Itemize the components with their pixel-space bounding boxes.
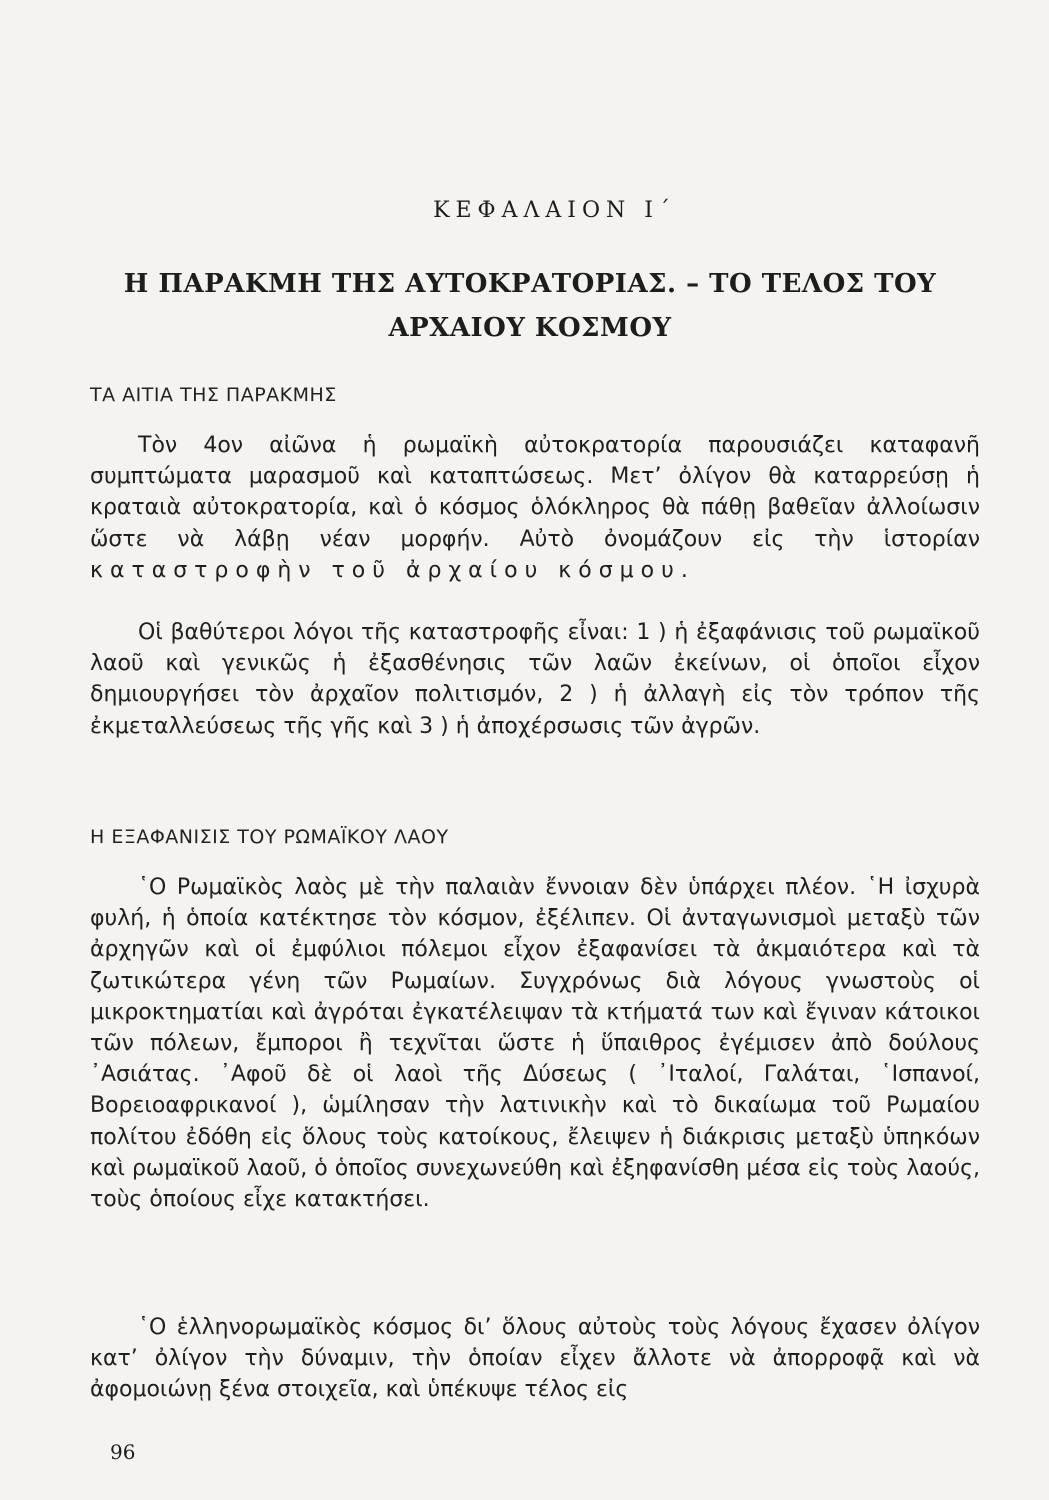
paragraph: ῾Ο Ρωμαϊκὸς λαὸς μὲ τὴν παλαιὰν ἔννοιαν δὲν ὑπάρχει πλέον. ῾Η ἰσχυρὰ φυλή, ἡ ὁποία κατέκτησε τὸν κόσμον, ἐξέλιπεν. Οἱ ἀνταγωνισμοὶ μεταξὺ τῶν ἀρχηγῶν καὶ οἱ ἐμφύλιοι πόλεμοι εἶχον ἐξαφανίσει τὰ ἀκμαιότερα καὶ τὰ ζωτικώτερα γένη τῶν Ρωμαίων. Συγχρόνως διὰ λόγους γνωστοὺς οἱ μικροκτηματίαι καὶ ἀγρόται ἐγκατέλειψαν τὰ κτήματά των καὶ ἔγιναν κάτοικοι τῶν πόλεων, ἔμποροι ἢ τεχνῖται ὥστε ἡ ὕπαιθρος ἐγέμισεν ἀπὸ δούλους ᾿Ασιάτας. ᾿Αφοῦ δὲ οἱ λαοὶ τῆς Δύσεως ( ᾿Ιταλοί, Γαλάται, ῾Ισπανοί, Βορειοαφρικανοί ), ὡμίλησαν τὴν λατινικὴν καὶ τὸ δικαίωμα τοῦ Ρωμαίου πολίτου ἐδόθη εἰς ὅλους τοὺς κατοίκους, ἔλειψεν ἡ διάκρισις μεταξὺ ὑπηκόων καὶ ρωμαϊκοῦ λαοῦ, ὁ ὁποῖος συνεχωνεύθη καὶ ἐξηφανίσθη μέσα εἰς τοὺς λαούς, τοὺς ὁποίους εἶχε κατακτήσει. — [90, 875, 980, 1213]
section-heading-causes: ΤΑ ΑΙΤΙΑ ΤΗΣ ΠΑΡΑΚΜΗΣ — [90, 384, 337, 406]
chapter-title: Η ΠΑΡΑΚΜΗ ΤΗΣ ΑΥΤΟΚΡΑΤΟΡΙΑΣ. – ΤΟ ΤΕΛΟΣ ΤΟΥ ΑΡΧΑΙΟΥ ΚΟΣΜΟΥ — [123, 269, 937, 343]
emphasized-phrase: καταστροφὴν τοῦ ἀρχαίου κόσμου. — [90, 557, 695, 583]
page-number: 96 — [110, 1440, 136, 1464]
paragraph — [90, 430, 980, 586]
paragraph: ῾Ο ἑλληνορωμαϊκὸς κόσμος δι’ ὅλους αὐτοὺς τοὺς λόγους ἔχασεν ὀλίγον κατ’ ὀλίγον τὴν δύναμιν, τὴν ὁποίαν εἶχεν ἄλλοτε νὰ ἀπορροφᾷ καὶ νὰ ἀφομοιώνῃ ξένα στοιχεῖα, καὶ ὑπέκυψε τέλος εἰς — [90, 1315, 980, 1403]
chapter-label: ΚΕΦΑΛΑΙΟΝ Ι΄ — [433, 198, 676, 223]
section-heading-disappearance: Η ΕΞΑΦΑΝΙΣΙΣ ΤΟΥ ΡΩΜΑΪΚΟΥ ΛΑΟΥ — [90, 826, 449, 848]
paragraph: Οἱ βαθύτεροι λόγοι τῆς καταστροφῆς εἶναι: 1 ) ἡ ἐξαφάνισις τοῦ ρωμαϊκοῦ λαοῦ καὶ γενικῶς ἡ ἐξασθένησις τῶν λαῶν ἐκείνων, οἱ ὁποῖοι εἶχον δημιουργήσει τὸν ἀρχαῖον πολιτισμόν, 2 ) ἡ ἀλλαγὴ εἰς τὸν τρόπον τῆς ἐκμεταλλεύσεως τῆς γῆς καὶ 3 ) ἡ ἀποχέρσωσις τῶν ἀγρῶν. — [90, 620, 980, 739]
paragraph-text: Τὸν 4ον αἰῶνα ἡ ρωμαϊκὴ αὐτοκρατορία παρουσιάζει καταφανῆ συμπτώματα μαρασμοῦ καὶ καταπτώσεως. Μετ’ ὀλίγον θὰ καταρρεύσῃ ἡ κραταιὰ αὐτοκρατορία, καὶ ὁ κόσμος ὁλόκληρος θὰ πάθῃ βαθεῖαν ἀλλοίωσιν ὥστε νὰ λάβῃ νέαν μορφήν. Αὐτὸ ὀνομάζουν εἰς τὴν ἱστορίαν — [90, 433, 980, 552]
